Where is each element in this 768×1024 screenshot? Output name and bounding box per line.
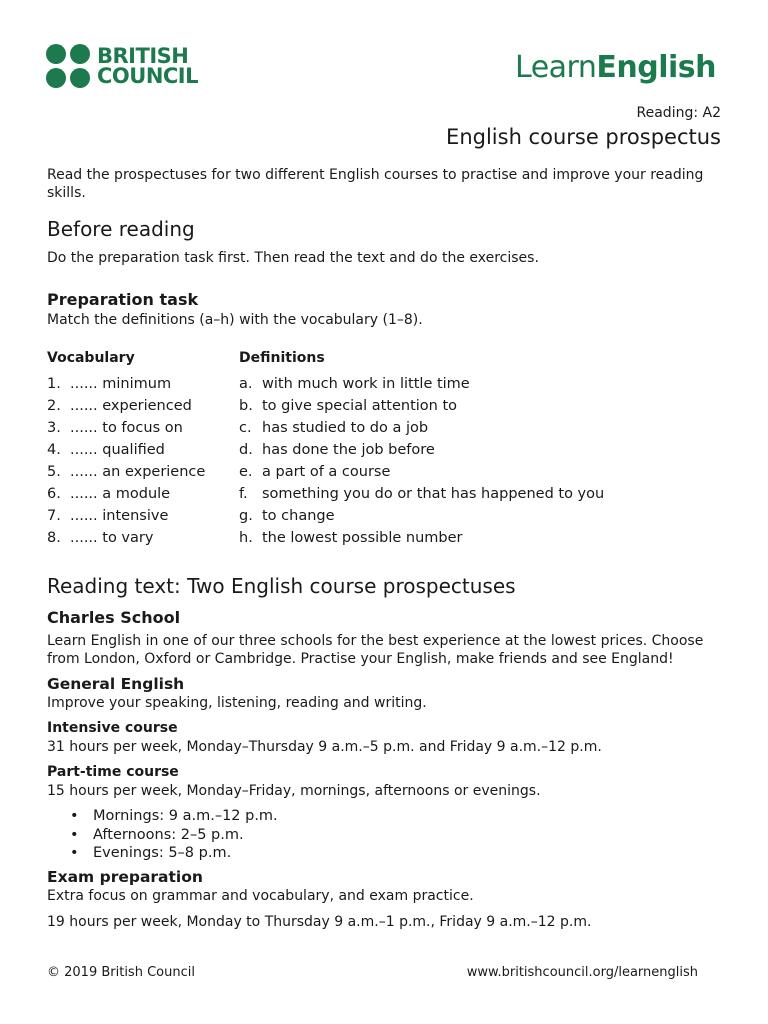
list-item: • Afternoons: 2–5 p.m. [70,826,244,843]
preparation-instruction: Match the definitions (a–h) with the vocabulary (1–8). [47,312,423,328]
vocabulary-list [47,374,205,550]
definition-item: c. has studied to do a job [239,420,429,436]
british-council-wordmark: BRITISH COUNCIL [97,44,198,88]
school-text: Learn English in one of our three schools for the best experience at the lowest prices. Choose from London, Oxford or Cambridge. Practise your English, make friends and see England! [47,633,704,667]
exam-hours-text: 19 hours per week, Monday to Thursday 9 a.m.–1 p.m., Friday 9 a.m.–12 p.m. [47,914,592,930]
part-time-course-text: 15 hours per week, Monday–Friday, mornings, afternoons or evenings. [47,783,541,799]
before-reading-heading: Before reading [47,217,195,241]
school-heading: Charles School [47,608,181,627]
list-item: • Evenings: 5–8 p.m. [70,845,232,861]
level-label: Reading: A2 [636,105,721,121]
vocabulary-heading: Vocabulary [47,350,135,366]
intensive-course-heading: Intensive course [47,720,178,736]
learnenglish-logo: LearnEnglish [515,50,716,85]
vocabulary-item: 4. ...... qualified [47,442,165,458]
vocabulary-item: 8. ...... to vary [47,530,154,546]
intro-text: Read the prospectuses for two different English courses to practise and improve your reading skills. [47,167,704,201]
definition-item: d. has done the job before [239,442,435,458]
definition-item: e. a part of a course [239,464,391,480]
exam-preparation-text: Extra focus on grammar and vocabulary, and exam practice. [47,888,474,904]
vocabulary-item: 6. ...... a module [47,486,171,502]
definitions-heading: Definitions [239,350,325,366]
schedule-list [70,807,278,863]
page-title: English course prospectus [446,125,721,149]
definition-item: h. the lowest possible number [239,530,463,546]
part-time-course-heading: Part-time course [47,764,179,780]
reading-text-heading: Reading text: Two English course prospectuses [47,574,516,598]
list-item: • Mornings: 9 a.m.–12 p.m. [70,808,278,824]
footer-url[interactable]: www.britishcouncil.org/learnenglish [466,965,698,980]
intensive-course-text: 31 hours per week, Monday–Thursday 9 a.m.–5 p.m. and Friday 9 a.m.–12 p.m. [47,739,602,755]
definitions-list [239,374,604,550]
definition-item: b. to give special attention to [239,398,458,414]
british-council-logo [46,44,198,88]
general-english-heading: General English [47,675,185,693]
vocabulary-item: 2. ...... experienced [47,398,192,414]
before-reading-text: Do the preparation task first. Then read the text and do the exercises. [47,250,539,266]
vocabulary-item: 3. ...... to focus on [47,420,183,436]
exam-preparation-heading: Exam preparation [47,868,203,886]
general-english-text: Improve your speaking, listening, reading and writing. [47,695,427,711]
preparation-heading: Preparation task [47,290,199,309]
definition-item: g. to change [239,508,335,524]
vocabulary-item: 7. ...... intensive [47,508,169,524]
definition-item: a. with much work in little time [239,376,470,392]
definition-item: f. something you do or that has happened to you [239,486,605,502]
vocabulary-item: 1. ...... minimum [47,376,172,392]
british-council-dots-icon [46,44,90,88]
footer-copyright: © 2019 British Council [47,965,195,980]
vocabulary-item: 5. ...... an experience [47,464,206,480]
